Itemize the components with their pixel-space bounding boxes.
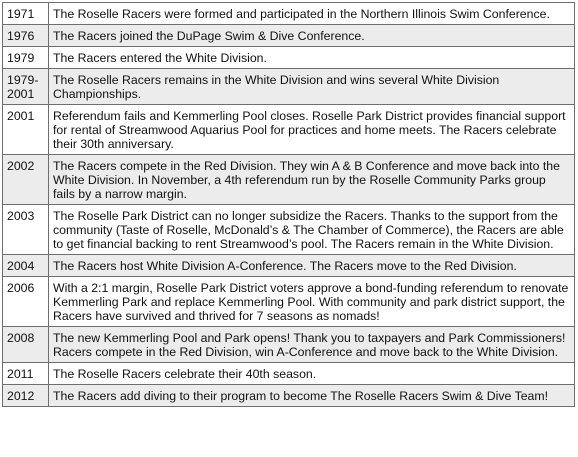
timeline-event: The Roselle Racers were formed and participated in the Northern Illinois Swim Conference.	[49, 3, 575, 25]
timeline-row	[3, 277, 575, 327]
timeline-year: 1971	[3, 3, 49, 25]
timeline-event: The Racers joined the DuPage Swim & Dive Conference.	[49, 25, 575, 47]
timeline-row	[3, 327, 575, 363]
timeline-row	[3, 155, 575, 205]
timeline-year: 2003	[3, 205, 49, 255]
timeline-year: 1979	[3, 47, 49, 69]
timeline-year: 2002	[3, 155, 49, 205]
timeline-row	[3, 69, 575, 105]
history-timeline-table	[2, 2, 575, 407]
timeline-year: 2001	[3, 105, 49, 155]
timeline-row	[3, 363, 575, 385]
timeline-event: The Racers host White Division A-Conference. The Racers move to the Red Division.	[49, 255, 575, 277]
timeline-year: 1979-2001	[3, 69, 49, 105]
timeline-row	[3, 385, 575, 407]
timeline-event: Referendum fails and Kemmerling Pool closes. Roselle Park District provides financial support for rental of Streamwood Aquarius Pool for practices and home meets. The Racers celebrate their 30th anniversary.	[49, 105, 575, 155]
timeline-event: The new Kemmerling Pool and Park opens! Thank you to taxpayers and Park Commissioners! Racers compete in the Red Division, win A-Conference and move back to the White Division.	[49, 327, 575, 363]
timeline-row	[3, 47, 575, 69]
timeline-event: The Roselle Park District can no longer subsidize the Racers. Thanks to the support from the community (Taste of Roselle, McDonald’s & The Chamber of Commerce), the Racers are able to get financial backing to rent Streamwood’s pool. The Racers remain in the White Division.	[49, 205, 575, 255]
timeline-row	[3, 105, 575, 155]
timeline-year: 2006	[3, 277, 49, 327]
timeline-row	[3, 3, 575, 25]
timeline-event: The Racers add diving to their program to become The Roselle Racers Swim & Dive Team!	[49, 385, 575, 407]
timeline-year: 1976	[3, 25, 49, 47]
timeline-event: The Roselle Racers celebrate their 40th season.	[49, 363, 575, 385]
timeline-event: The Roselle Racers remains in the White Division and wins several White Division Championships.	[49, 69, 575, 105]
timeline-year: 2012	[3, 385, 49, 407]
timeline-event: The Racers entered the White Division.	[49, 47, 575, 69]
timeline-event: The Racers compete in the Red Division. They win A & B Conference and move back into the White Division. In November, a 4th referendum run by the Roselle Community Parks group fails by a narrow margin.	[49, 155, 575, 205]
timeline-year: 2004	[3, 255, 49, 277]
timeline-year: 2008	[3, 327, 49, 363]
timeline-row	[3, 205, 575, 255]
timeline-year: 2011	[3, 363, 49, 385]
timeline-event: With a 2:1 margin, Roselle Park District voters approve a bond-funding referendum to renovate Kemmerling Park and replace Kemmerling Pool. With community and park district support, the Racers have survived and thrived for 7 seasons as nomads!	[49, 277, 575, 327]
timeline-row	[3, 255, 575, 277]
timeline-row	[3, 25, 575, 47]
